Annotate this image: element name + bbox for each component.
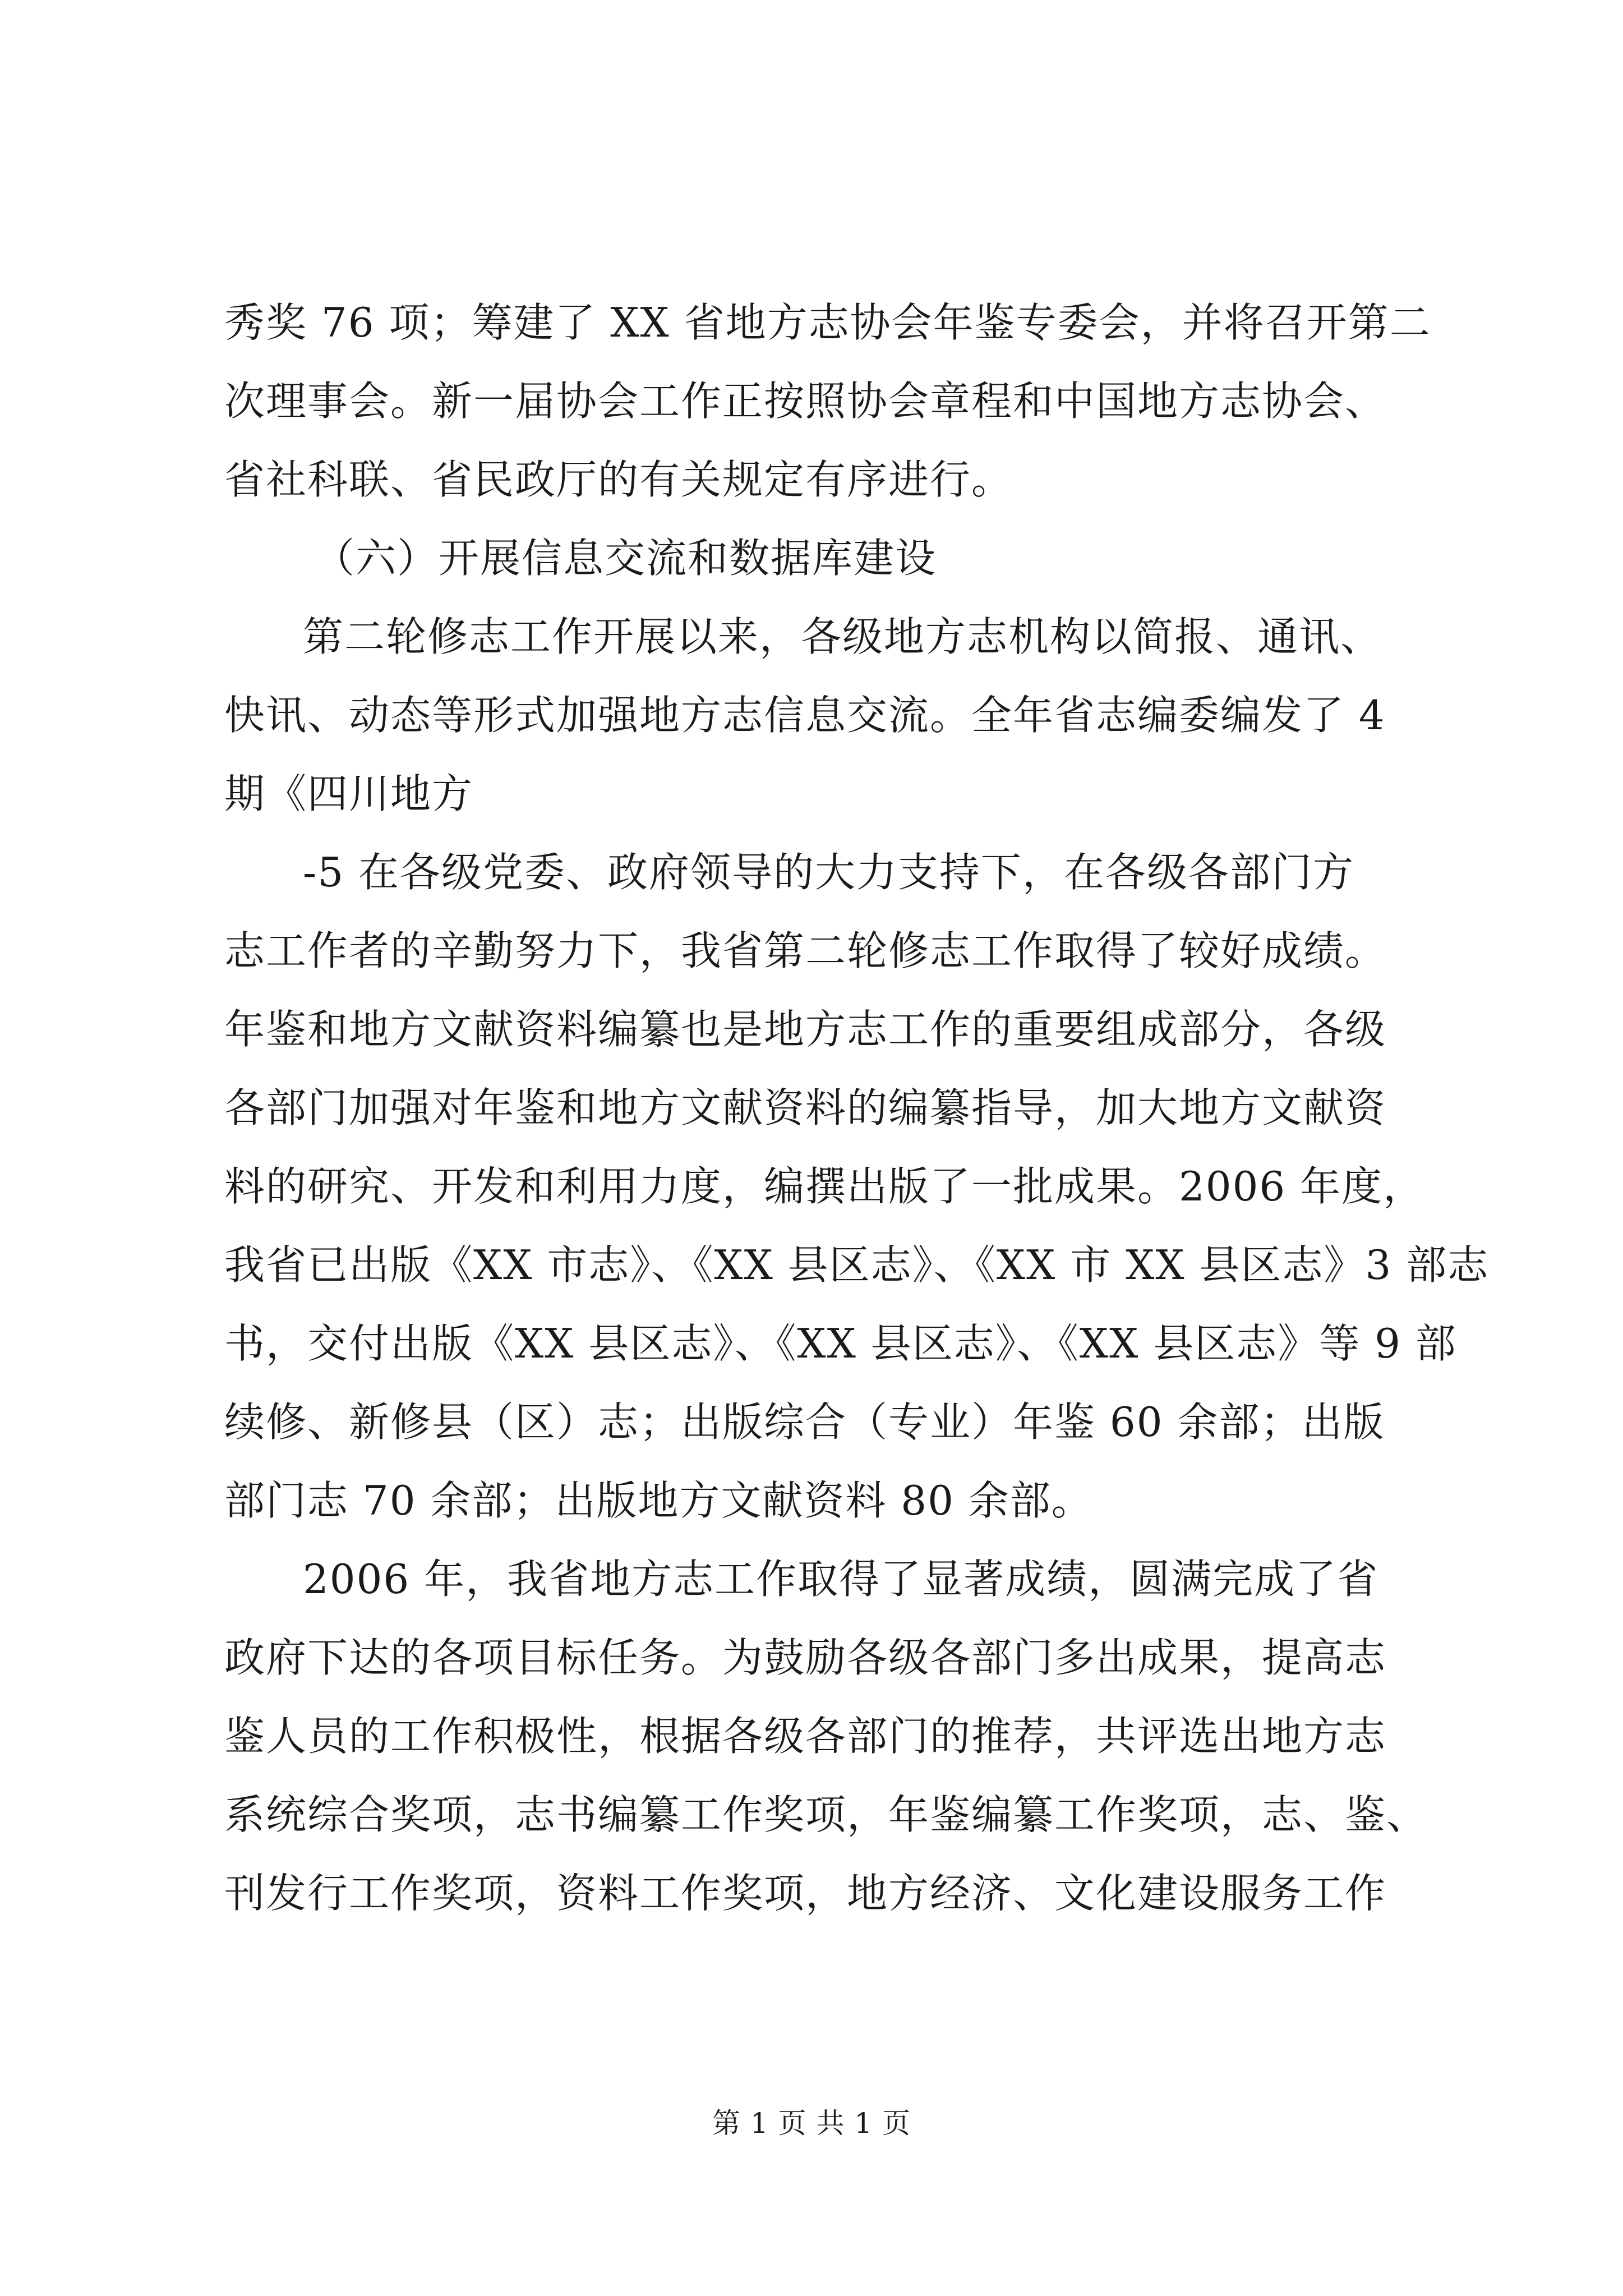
text-line: 省社科联、省民政厅的有关规定有序进行。 bbox=[224, 456, 1013, 503]
paragraph-first-line: -5 在各级党委、政府领导的大力支持下，在各级各部门方 bbox=[303, 849, 1355, 896]
text-line: 续修、新修县（区）志；出版综合（专业）年鉴 60 余部；出版 bbox=[224, 1398, 1385, 1446]
paragraph-first-line: 2006 年，我省地方志工作取得了显著成绩，圆满完成了省 bbox=[303, 1556, 1379, 1603]
text-line: 刊发行工作奖项，资料工作奖项，地方经济、文化建设服务工作 bbox=[224, 1870, 1387, 1917]
text-line: 鉴人员的工作积极性，根据各级各部门的推荐，共评选出地方志 bbox=[224, 1713, 1387, 1760]
text-line: 年鉴和地方文献资料编纂也是地方志工作的重要组成部分，各级 bbox=[224, 1006, 1387, 1053]
page-footer: 第 1 页 共 1 页 bbox=[712, 2107, 911, 2139]
text-line: 期《四川地方 bbox=[224, 770, 474, 817]
text-line: 书，交付出版《XX 县区志》、《XX 县区志》、《XX 县区志》等 9 部 bbox=[224, 1320, 1457, 1367]
text-line: 政府下达的各项目标任务。为鼓励各级各部门多出成果，提高志 bbox=[224, 1634, 1387, 1681]
text-line: 志工作者的辛勤努力下，我省第二轮修志工作取得了较好成绩。 bbox=[224, 927, 1387, 974]
text-line: 各部门加强对年鉴和地方文献资料的编纂指导，加大地方文献资 bbox=[224, 1084, 1387, 1131]
text-line: 我省已出版《XX 市志》、《XX 县区志》、《XX 市 XX 县区志》3 部志 bbox=[224, 1241, 1490, 1289]
text-line: 快讯、动态等形式加强地方志信息交流。全年省志编委编发了 4 bbox=[224, 692, 1386, 739]
text-line: 秀奖 76 项；筹建了 XX 省地方志协会年鉴专委会，并将召开第二 bbox=[224, 299, 1431, 346]
text-line: 系统综合奖项，志书编纂工作奖项，年鉴编纂工作奖项，志、鉴、 bbox=[224, 1791, 1428, 1838]
text-line: 部门志 70 余部；出版地方文献资料 80 余部。 bbox=[224, 1477, 1093, 1524]
section-heading: （六）开展信息交流和数据库建设 bbox=[314, 535, 937, 582]
text-line: 次理事会。新一届协会工作正按照协会章程和中国地方志协会、 bbox=[224, 378, 1387, 425]
text-line: 料的研究、开发和利用力度，编撰出版了一批成果。2006 年度， bbox=[224, 1163, 1425, 1210]
paragraph-first-line: 第二轮修志工作开展以来，各级地方志机构以简报、通讯、 bbox=[303, 613, 1382, 660]
